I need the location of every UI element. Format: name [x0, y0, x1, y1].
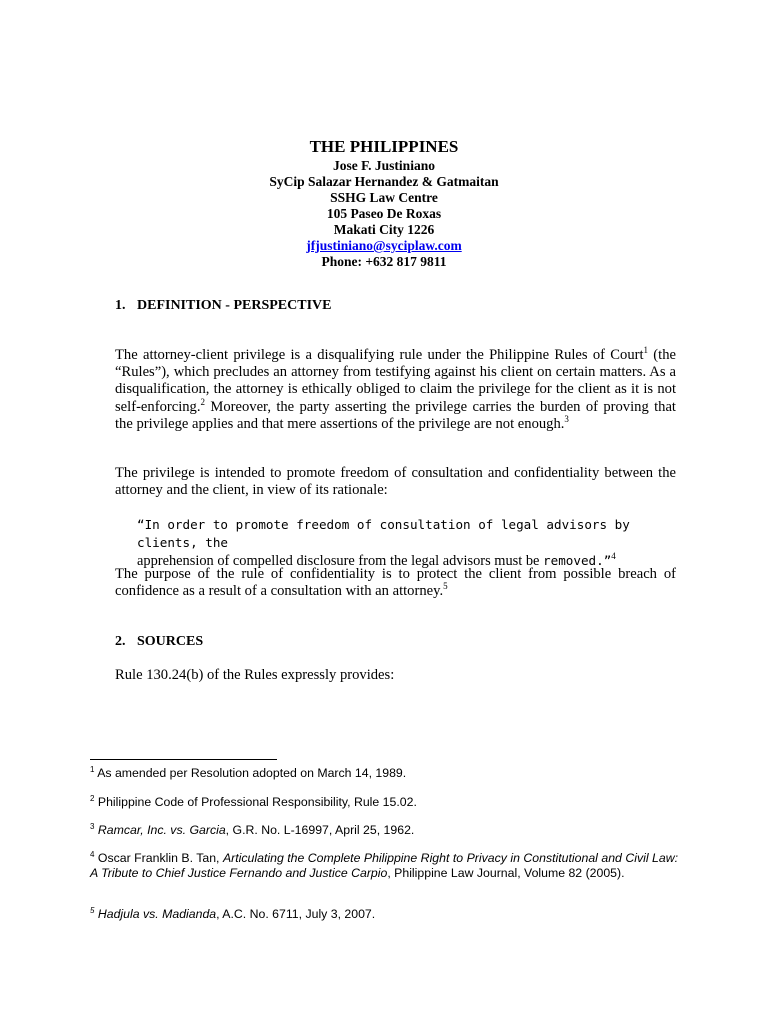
footnote-text: , G.R. No. L-16997, April 25, 1962. [225, 823, 415, 837]
phone-number: Phone: +632 817 9811 [321, 254, 447, 269]
section-1-paragraph-3 [115, 566, 676, 600]
footnote-4 [90, 851, 678, 881]
footnote-text: Philippine Code of Professional Responsibility, Rule 15.02. [94, 795, 417, 809]
footnote-ref-2[interactable]: 2 [200, 396, 205, 407]
email-link[interactable]: jfjustiniano@syciplaw.com [306, 238, 462, 253]
footnote-3 [90, 823, 678, 838]
section-1-number: 1. [115, 298, 126, 313]
footnote-3-number: 3 [90, 822, 95, 831]
quote-line-2-end: removed.” [543, 553, 612, 568]
footnote-1-number: 1 [90, 765, 95, 774]
section-1-paragraph-2: The privilege is intended to promote freedom of consultation and confidentiality between the attorney and the client, in view of its rationale: [115, 465, 676, 499]
footnote-5-number: 5 [90, 906, 95, 915]
footnote-ref-1[interactable]: 1 [643, 345, 649, 355]
city-address: Makati City 1226 [333, 222, 435, 237]
footnote-text: As amended per Resolution adopted on March 14, 1989. [94, 766, 407, 780]
footnote-4-number: 4 [90, 850, 95, 859]
footnote-divider [90, 759, 277, 760]
section-2-title: SOURCES [137, 634, 204, 649]
street-address: 105 Paseo De Roxas [326, 206, 442, 221]
section-1-heading [115, 297, 676, 314]
footnote-text: , A.C. No. 6711, July 3, 2007. [216, 907, 376, 921]
building-name: SSHG Law Centre [330, 190, 438, 205]
paragraph-text: Moreover, the party asserting the privilege carries the burden of proving that the privilege applies and that mere assertions of the privilege are not enough. [115, 398, 676, 432]
law-firm-name: SyCip Salazar Hernandez & Gatmaitan [269, 174, 499, 189]
section-1-title: DEFINITION - PERSPECTIVE [137, 298, 332, 313]
footnote-1 [90, 766, 678, 781]
document-title: THE PHILIPPINES [309, 137, 459, 156]
footnote-2-number: 2 [90, 794, 95, 803]
section-1-paragraph-1 [115, 347, 676, 433]
footnote-ref-5[interactable]: 5 [443, 581, 448, 592]
letterhead [0, 137, 768, 270]
footnote-2 [90, 795, 678, 810]
case-name: Ramcar, Inc. vs. Garcia [97, 823, 226, 837]
paragraph-text: (the “Rules”), which precludes an attorney from testifying against his client on certain matters. As a disqualification, the attorney is ethically obliged to claim the privilege for the client as it is not self-enforcing. [115, 347, 676, 415]
section-2-paragraph-1: Rule 130.24(b) of the Rules expressly provides: [115, 667, 395, 683]
quote-line-2: apprehension of compelled disclosure from the legal advisors must be [137, 553, 544, 569]
footnote-ref-3[interactable]: 3 [564, 413, 569, 424]
case-name: Hadjula vs. Madianda [97, 907, 217, 921]
quote-line-1: “In order to promote freedom of consultation of legal advisors by clients, the [137, 517, 630, 550]
footnote-text: Oscar Franklin B. Tan, [94, 851, 223, 865]
paragraph-text: The attorney-client privilege is a disqualifying rule under the Philippine Rules of Court [115, 347, 644, 363]
article-title: Articulating the Complete Philippine Right to Privacy in Constitutional and Civil Law: A Tribute to Chief Justice Fernando and Justice Carpio [90, 851, 678, 880]
footnote-text: , Philippine Law Journal, Volume 82 (2005). [387, 866, 625, 880]
footnote-5 [90, 907, 678, 922]
footnote-ref-4[interactable]: 4 [611, 551, 616, 561]
section-2-heading [115, 633, 676, 650]
author-name: Jose F. Justiniano [333, 158, 435, 173]
section-2-number: 2. [115, 634, 126, 649]
block-quote [137, 516, 649, 570]
paragraph-text: The purpose of the rule of confidentiality is to protect the client from possible breach of confidence as a result of a consultation with an attorney. [115, 566, 676, 600]
